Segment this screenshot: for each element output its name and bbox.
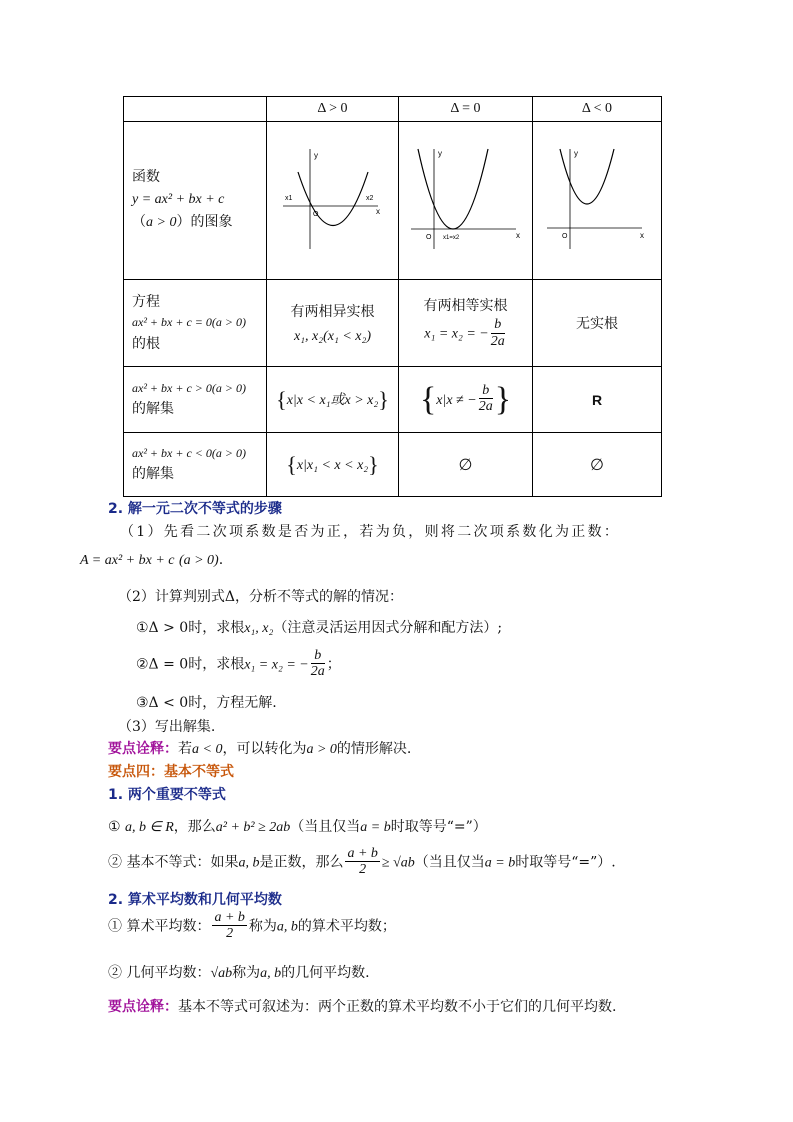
- item2-line: [108, 846, 616, 879]
- section4-sub2: 2. 算术平均数和几何平均数: [108, 892, 282, 908]
- fraction-denominator: 2: [226, 926, 234, 942]
- note-math-1: a < 0: [192, 742, 223, 757]
- section2-note: [108, 738, 411, 758]
- case1-note: （注意灵活运用因式分解和配方法）;: [273, 620, 503, 636]
- item2-end: 时取等号“=”）.: [515, 854, 616, 871]
- gm-ab: a, b: [260, 966, 282, 981]
- solution-lt-line2: 的解集: [132, 465, 174, 482]
- brace-close: }: [378, 386, 389, 412]
- graph3-y-label: y: [574, 148, 578, 158]
- graph-row-line3: [132, 211, 266, 234]
- header-delta-negative: Δ < 0: [533, 97, 662, 122]
- roots-row-line1: 方程: [132, 294, 160, 311]
- graph-delta-negative-cell: [533, 122, 662, 280]
- step1-formula-line: [80, 552, 223, 569]
- graph3-origin-label: O: [562, 232, 568, 240]
- gm-middle: 称为: [232, 965, 261, 981]
- graph2-x-label: x: [515, 230, 520, 240]
- roots-double-math: [399, 317, 532, 350]
- item1-suffix: （当且仅当: [290, 819, 361, 835]
- item1-condition: a = b: [360, 820, 391, 835]
- solution-gt-inequality: ax² + bx + c > 0(a > 0): [132, 380, 246, 395]
- case3-line: ③Δ < 0时，方程无解.: [136, 695, 277, 711]
- item2-math: a, b: [238, 855, 260, 871]
- solution-lt-set1: x|x₁ < x < x₂: [296, 457, 369, 473]
- section4-title: 要点四：基本不等式: [108, 764, 234, 780]
- item1-prefix: ①: [108, 819, 126, 835]
- fraction-denominator: 2a: [310, 664, 325, 680]
- graph1-y-label: y: [313, 150, 318, 160]
- am-line: [108, 910, 396, 943]
- solution-lt-empty-cell-2: ∅: [533, 433, 662, 497]
- am-suffix: 的算术平均数；: [297, 918, 396, 935]
- item1-inequality: a² + b² ≥ 2ab: [215, 820, 291, 835]
- roots-row: [124, 280, 662, 367]
- am-prefix: ① 算术平均数：: [108, 918, 211, 935]
- roots-none-cell: 无实根: [533, 280, 662, 367]
- header-empty-cell: [124, 97, 267, 122]
- graph2-origin-label: O: [425, 233, 431, 241]
- solution-gt-row: [124, 367, 662, 433]
- step2-text: （2）计算判别式Δ，分析不等式的解的情况：: [118, 589, 404, 605]
- parabola-two-roots-graph: [278, 144, 388, 254]
- case2-line: [136, 648, 341, 681]
- graph1-origin-label: O: [312, 210, 318, 218]
- step1-condition: (a > 0): [178, 553, 219, 568]
- item1-math: a, b ∈ R: [125, 820, 174, 835]
- roots-two-distinct-text: 有两相异实根: [290, 304, 375, 320]
- step1-text: （1）先看二次项系数是否为正，若为负，则将二次项系数化为正数：: [120, 524, 621, 540]
- graph-row: [124, 122, 662, 280]
- case2-roots: x₁ = x₂ = −: [244, 657, 309, 673]
- case1-roots: x₁, x₂: [244, 621, 274, 636]
- note-suffix: 的情形解决.: [336, 741, 412, 757]
- gm-line: [108, 962, 370, 982]
- table-header-row: [124, 97, 662, 122]
- note-text: 基本不等式可叙述为：两个正数的算术平均数不小于它们的几何平均数.: [178, 999, 617, 1015]
- solution-gt-set2: x|x ≠ −: [436, 392, 477, 408]
- gm-suffix: 的几何平均数.: [281, 965, 370, 981]
- parabola-no-root-graph: [542, 144, 652, 254]
- roots-two-distinct-cell: [267, 280, 399, 367]
- fraction-numerator: b: [311, 648, 325, 664]
- solution-gt-all-reals-cell: R: [533, 367, 662, 433]
- item2-middle: 是正数，那么: [259, 854, 344, 871]
- roots-row-line3: 的根: [132, 335, 160, 352]
- roots-row-label: [124, 280, 267, 367]
- am-ab: a, b: [276, 919, 298, 935]
- section4-sub1: 1. 两个重要不等式: [108, 787, 226, 803]
- fraction-denominator: 2: [359, 862, 367, 878]
- graph3-x-label: x: [640, 230, 644, 240]
- graph-row-function: y = ax² + bx + c: [132, 191, 225, 207]
- am-middle: 称为: [248, 918, 277, 935]
- solution-lt-label: [124, 433, 267, 497]
- fraction-numerator: b: [479, 383, 493, 399]
- case1-prefix: ①Δ > 0时，求根: [136, 620, 245, 636]
- solution-lt-two-roots-cell: [267, 433, 399, 497]
- paren-open: （: [132, 214, 146, 231]
- note-label: 要点诠释：: [108, 741, 178, 757]
- item1-middle: ，那么: [173, 819, 216, 835]
- fraction-numerator: a + b: [214, 910, 245, 925]
- solution-gt-label: [124, 367, 267, 433]
- graph-delta-zero-cell: [399, 122, 533, 280]
- graph-row-line1: 函数: [132, 169, 160, 186]
- fraction-denominator: 2a: [490, 333, 505, 349]
- gm-math: √ab: [210, 966, 233, 981]
- solution-gt-two-roots-cell: [267, 367, 399, 433]
- graph1-x2-label: x2: [365, 194, 373, 202]
- roots-two-distinct-math: x₁, x₂(x₁ < x₂): [293, 329, 372, 344]
- brace-close: }: [368, 451, 379, 477]
- roots-row-equation: ax² + bx + c = 0(a > 0): [132, 315, 246, 330]
- roots-double-cell: [399, 280, 533, 367]
- step1-period: .: [218, 552, 224, 568]
- step3-line: （3）写出解集.: [118, 719, 216, 735]
- parabola-one-root-graph: [406, 144, 526, 254]
- graph1-x-label: x: [375, 206, 380, 216]
- graph2-root-label: x1=x2: [442, 234, 459, 241]
- case2-suffix: ；: [326, 656, 341, 673]
- section2-title: 2. 解一元二次不等式的步骤: [108, 501, 282, 517]
- solution-gt-set1: x|x < x₁或x > x₂: [286, 392, 379, 408]
- section4-note: [108, 996, 616, 1016]
- item1-end: 时取等号“=”）: [390, 819, 487, 835]
- quadratic-summary-table: [123, 96, 662, 497]
- item2-inequality: ≥ √ab: [381, 855, 415, 871]
- graph2-y-label: y: [437, 148, 442, 158]
- solution-lt-empty-cell-1: ∅: [399, 433, 533, 497]
- roots-double-lhs: x₁ = x₂ = −: [424, 327, 489, 342]
- brace-close: }: [494, 380, 512, 418]
- case2-prefix: ②Δ = 0时，求根: [136, 656, 245, 673]
- solution-gt-line2: 的解集: [132, 400, 174, 417]
- graph-delta-positive-cell: [267, 122, 399, 280]
- brace-open: {: [286, 451, 297, 477]
- item2-fraction: [345, 846, 379, 879]
- item1-line: [108, 816, 487, 836]
- roots-double-text: 有两相等实根: [423, 298, 508, 315]
- fraction-denominator: 2a: [478, 399, 493, 415]
- graph-row-condition: a > 0: [146, 215, 177, 231]
- brace-open: {: [276, 386, 287, 412]
- case1-line: [136, 617, 502, 637]
- note-prefix: 若: [178, 741, 192, 757]
- solution-gt-double-root-cell: [399, 367, 533, 433]
- fraction-numerator: a + b: [347, 846, 378, 861]
- header-delta-positive: Δ > 0: [267, 97, 399, 122]
- solution-lt-row: [124, 433, 662, 497]
- fraction-numerator: b: [491, 317, 505, 333]
- graph-row-suffix: ）的图象: [176, 214, 233, 231]
- note-middle: ，可以转化为: [222, 741, 307, 757]
- graph-row-label: [124, 122, 267, 280]
- gm-prefix: ② 几何平均数：: [108, 965, 211, 981]
- note-label: 要点诠释：: [108, 999, 178, 1015]
- step1-formula: A = ax² + bx + c: [80, 553, 175, 568]
- roots-double-fraction: [491, 317, 505, 350]
- solution-gt-fraction: [479, 383, 493, 416]
- brace-open: {: [419, 380, 437, 418]
- note-math-2: a > 0: [306, 742, 337, 757]
- am-fraction: [212, 910, 246, 943]
- graph1-x1-label: x1: [284, 194, 292, 202]
- item2-condition: a = b: [484, 855, 516, 871]
- case2-fraction: [311, 648, 325, 681]
- header-delta-zero: Δ = 0: [399, 97, 533, 122]
- item2-suffix: （当且仅当: [414, 854, 485, 871]
- solution-lt-inequality: ax² + bx + c < 0(a > 0): [132, 445, 246, 460]
- item2-prefix: ② 基本不等式：如果: [108, 854, 239, 871]
